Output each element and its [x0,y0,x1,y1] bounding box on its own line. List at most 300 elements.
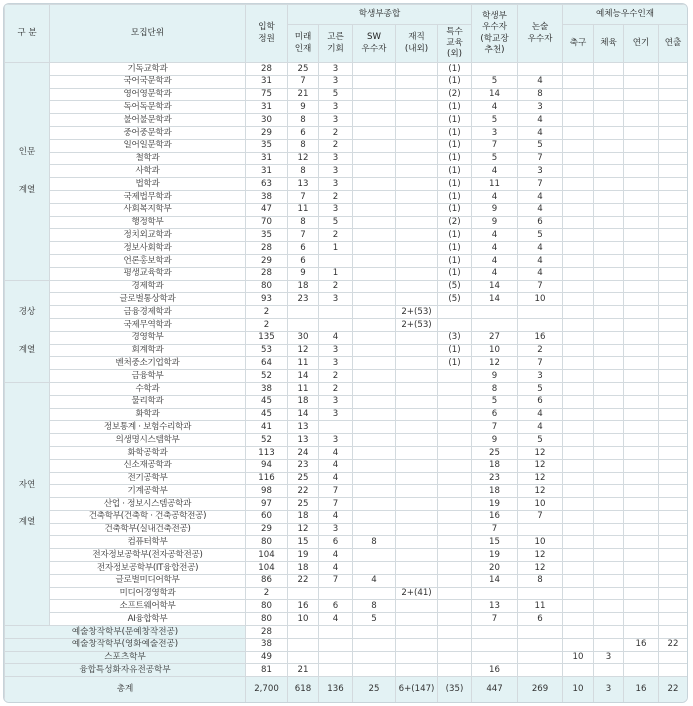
value-cell: 7 [518,280,563,293]
value-cell: 8 [288,165,319,178]
value-cell: 47 [246,203,288,216]
value-cell [353,638,396,651]
header-physical: 체육 [594,25,624,63]
value-cell [518,318,563,331]
value-cell: (5) [438,280,472,293]
value-cell [353,485,396,498]
value-cell: (1) [438,190,472,203]
value-cell [319,318,353,331]
value-cell [659,318,688,331]
unit-name-cell: 물리학과 [50,395,246,408]
table-row [5,523,688,536]
table-row [5,318,688,331]
value-cell: 25 [288,472,319,485]
value-cell [396,126,438,139]
total-row [5,677,688,703]
value-cell: 10 [518,536,563,549]
value-cell: 4 [319,331,353,344]
value-cell [624,472,659,485]
value-cell [594,101,624,114]
value-cell [594,485,624,498]
value-cell: (1) [438,254,472,267]
value-cell [472,587,518,600]
value-cell [353,562,396,575]
value-cell: 4 [319,472,353,485]
value-cell: 6 [288,254,319,267]
header-essay: 논술 우수자 [518,5,563,63]
unit-name-cell: 평생교육학과 [50,267,246,280]
unit-name-cell: 소프트웨어학부 [50,600,246,613]
header-arts-sports: 예체능우수인재 [563,5,688,25]
value-cell [353,101,396,114]
value-cell [624,510,659,523]
value-cell [563,165,594,178]
unit-name-cell: 기계공학부 [50,485,246,498]
value-cell [659,536,688,549]
value-cell [594,536,624,549]
value-cell: 38 [246,382,288,395]
value-cell: 4 [518,190,563,203]
table-row [5,357,688,370]
admissions-quota-table [4,4,688,703]
table-row [5,242,688,255]
value-cell [396,267,438,280]
value-cell [396,408,438,421]
value-cell: 6 [472,408,518,421]
table-row [5,165,688,178]
value-cell [563,63,594,76]
value-cell: 19 [472,498,518,511]
value-cell: 2 [319,382,353,395]
value-cell: 6 [319,536,353,549]
value-cell [396,114,438,127]
value-cell: 29 [246,523,288,536]
value-cell: 14 [472,293,518,306]
value-cell: 6 [518,613,563,626]
value-cell [396,638,438,651]
value-cell: 12 [288,344,319,357]
value-cell [563,498,594,511]
value-cell: 2 [518,344,563,357]
value-cell [624,331,659,344]
value-cell: 3 [319,344,353,357]
value-cell [438,446,472,459]
table-row [5,638,688,651]
value-cell [396,370,438,383]
value-cell: 21 [288,664,319,677]
value-cell [563,510,594,523]
value-cell: 13 [288,178,319,191]
value-cell: 41 [246,421,288,434]
value-cell [624,190,659,203]
value-cell: 20 [472,562,518,575]
value-cell: 1 [319,242,353,255]
table-row [5,190,688,203]
value-cell [438,638,472,651]
value-cell: 13 [288,434,319,447]
table-row [5,293,688,306]
value-cell: 4 [518,114,563,127]
table-row [5,395,688,408]
value-cell [563,600,594,613]
value-cell [624,229,659,242]
value-cell [659,242,688,255]
value-cell [594,280,624,293]
header-student-comprehensive: 학생부종합 [288,5,472,25]
value-cell [396,574,438,587]
value-cell [563,587,594,600]
value-cell [624,126,659,139]
value-cell [353,651,396,664]
value-cell: 4 [518,242,563,255]
value-cell: 8 [353,600,396,613]
value-cell [518,664,563,677]
value-cell [353,370,396,383]
value-cell: 81 [246,664,288,677]
table-row [5,626,688,639]
value-cell [518,63,563,76]
value-cell [353,549,396,562]
value-cell [438,498,472,511]
value-cell: 4 [319,510,353,523]
value-cell [518,626,563,639]
value-cell [563,216,594,229]
unit-name-cell: 벤처중소기업학과 [50,357,246,370]
table-row [5,344,688,357]
value-cell [396,446,438,459]
value-cell: 3 [319,63,353,76]
value-cell [438,459,472,472]
value-cell [624,651,659,664]
value-cell [396,242,438,255]
total-value-cell: 269 [518,677,563,703]
value-cell: (1) [438,357,472,370]
value-cell [319,421,353,434]
value-cell [659,344,688,357]
value-cell [563,88,594,101]
value-cell [659,152,688,165]
value-cell [624,63,659,76]
value-cell [288,651,319,664]
value-cell: 52 [246,434,288,447]
value-cell: 5 [518,229,563,242]
unit-name-cell: 국제법무학과 [50,190,246,203]
value-cell: (1) [438,178,472,191]
value-cell [624,344,659,357]
value-cell [594,613,624,626]
category-cell: 인문 계열 [5,63,50,281]
value-cell: 53 [246,344,288,357]
value-cell: 25 [472,446,518,459]
value-cell [563,139,594,152]
value-cell [353,306,396,319]
value-cell [659,280,688,293]
table-row [5,267,688,280]
value-cell [438,408,472,421]
value-cell [396,165,438,178]
value-cell: 3 [319,114,353,127]
value-cell: 10 [288,613,319,626]
value-cell: (1) [438,101,472,114]
value-cell [624,88,659,101]
value-cell [563,421,594,434]
total-value-cell: (35) [438,677,472,703]
unit-name-cell: AI융합학부 [50,613,246,626]
value-cell: (1) [438,229,472,242]
value-cell [594,446,624,459]
value-cell [624,446,659,459]
value-cell: 3 [594,651,624,664]
table-body [5,63,688,703]
value-cell [353,203,396,216]
value-cell [594,331,624,344]
value-cell: (5) [438,293,472,306]
value-cell: 80 [246,613,288,626]
value-cell [563,331,594,344]
value-cell: 86 [246,574,288,587]
value-cell: 98 [246,485,288,498]
table-row [5,587,688,600]
value-cell: 2 [319,280,353,293]
value-cell [624,101,659,114]
value-cell [563,523,594,536]
value-cell [624,114,659,127]
value-cell: (1) [438,165,472,178]
value-cell: 9 [288,267,319,280]
value-cell [563,229,594,242]
value-cell: 3 [319,75,353,88]
value-cell [659,651,688,664]
total-value-cell: 618 [288,677,319,703]
value-cell [563,446,594,459]
total-value-cell: 10 [563,677,594,703]
value-cell: 22 [288,485,319,498]
value-cell: 5 [319,88,353,101]
value-cell: 6 [518,395,563,408]
value-cell [594,562,624,575]
value-cell: 60 [246,510,288,523]
value-cell [396,664,438,677]
value-cell: 28 [246,242,288,255]
unit-name-cell: 컴퓨터학부 [50,536,246,549]
value-cell [353,498,396,511]
unit-name-cell: 경영학부 [50,331,246,344]
table-row [5,434,688,447]
value-cell: 8 [518,574,563,587]
value-cell [438,600,472,613]
value-cell: 6 [288,242,319,255]
value-cell [396,75,438,88]
value-cell: 15 [472,536,518,549]
value-cell [659,498,688,511]
value-cell: 4 [472,229,518,242]
value-cell: 2 [246,318,288,331]
unit-name-cell: 의생명시스템학부 [50,434,246,447]
value-cell: 19 [472,549,518,562]
total-value-cell: 22 [659,677,688,703]
value-cell: 19 [288,549,319,562]
value-cell [396,472,438,485]
value-cell: 38 [246,638,288,651]
value-cell [319,638,353,651]
value-cell [563,408,594,421]
table-row [5,280,688,293]
value-cell [594,293,624,306]
value-cell [624,498,659,511]
value-cell [438,485,472,498]
unit-name-cell: 언론홍보학과 [50,254,246,267]
value-cell: 18 [288,395,319,408]
value-cell [396,178,438,191]
value-cell [472,63,518,76]
value-cell [353,242,396,255]
unit-name-cell: 전기공학부 [50,472,246,485]
value-cell [288,626,319,639]
value-cell [624,613,659,626]
value-cell [594,114,624,127]
table-row [5,382,688,395]
value-cell: 104 [246,562,288,575]
value-cell: 4 [518,75,563,88]
value-cell [396,523,438,536]
value-cell [594,190,624,203]
table-row [5,485,688,498]
value-cell: 7 [518,357,563,370]
value-cell: 31 [246,152,288,165]
value-cell: 38 [246,190,288,203]
value-cell: 7 [319,498,353,511]
value-cell: 14 [472,88,518,101]
value-cell: 5 [472,114,518,127]
value-cell [396,331,438,344]
value-cell [396,293,438,306]
value-cell [353,472,396,485]
value-cell [396,190,438,203]
value-cell [396,395,438,408]
value-cell [353,395,396,408]
value-cell: 18 [288,510,319,523]
value-cell [594,242,624,255]
value-cell [659,357,688,370]
value-cell [624,242,659,255]
value-cell [659,114,688,127]
value-cell [624,165,659,178]
value-cell [353,318,396,331]
value-cell [353,434,396,447]
value-cell: 4 [472,242,518,255]
value-cell [659,472,688,485]
value-cell [659,510,688,523]
value-cell [594,587,624,600]
value-cell [563,306,594,319]
value-cell: 3 [319,178,353,191]
unit-name-cell: 전자정보공학부(IT융합전공) [50,562,246,575]
value-cell: 8 [288,114,319,127]
unit-name-cell: 건축학부(실내건축전공) [50,523,246,536]
value-cell [396,63,438,76]
value-cell: 4 [518,408,563,421]
value-cell [353,344,396,357]
value-cell: 2 [319,126,353,139]
unit-name-cell: 정보통계 · 보험수리학과 [50,421,246,434]
table-row [5,126,688,139]
value-cell [659,267,688,280]
value-cell [353,280,396,293]
value-cell: 116 [246,472,288,485]
value-cell: 35 [246,229,288,242]
value-cell: 18 [288,562,319,575]
value-cell [624,203,659,216]
value-cell: 21 [288,88,319,101]
value-cell: 8 [288,139,319,152]
value-cell: 5 [472,395,518,408]
value-cell [319,664,353,677]
value-cell: 14 [472,280,518,293]
value-cell: 23 [288,459,319,472]
value-cell [659,446,688,459]
value-cell: 4 [472,254,518,267]
value-cell: (1) [438,344,472,357]
value-cell [438,523,472,536]
value-cell [563,626,594,639]
value-cell: 3 [472,126,518,139]
value-cell [594,370,624,383]
value-cell [594,178,624,191]
header-equal: 고른 기회 [319,25,353,63]
value-cell: 80 [246,280,288,293]
value-cell: 8 [353,536,396,549]
value-cell [659,293,688,306]
value-cell [438,549,472,562]
table-row [5,75,688,88]
value-cell [659,382,688,395]
value-cell [594,152,624,165]
value-cell [659,88,688,101]
unit-name-cell: 국제무역학과 [50,318,246,331]
value-cell [563,344,594,357]
value-cell: 22 [659,638,688,651]
value-cell [396,536,438,549]
value-cell: 3 [319,395,353,408]
value-cell [319,651,353,664]
value-cell: 4 [518,203,563,216]
value-cell [288,318,319,331]
value-cell [624,459,659,472]
value-cell: 2+(53) [396,306,438,319]
value-cell [396,254,438,267]
value-cell [563,152,594,165]
value-cell [594,459,624,472]
value-cell [353,139,396,152]
value-cell: 30 [288,331,319,344]
value-cell: 3 [518,165,563,178]
value-cell [438,382,472,395]
value-cell: 8 [288,216,319,229]
value-cell: 3 [319,203,353,216]
value-cell [563,574,594,587]
value-cell: 3 [518,370,563,383]
value-cell [624,254,659,267]
value-cell [396,651,438,664]
value-cell [659,613,688,626]
value-cell [353,510,396,523]
value-cell: 30 [246,114,288,127]
value-cell: 12 [518,472,563,485]
value-cell [353,152,396,165]
value-cell: 4 [319,549,353,562]
unit-name-cell: 금융학부 [50,370,246,383]
value-cell: 12 [518,549,563,562]
